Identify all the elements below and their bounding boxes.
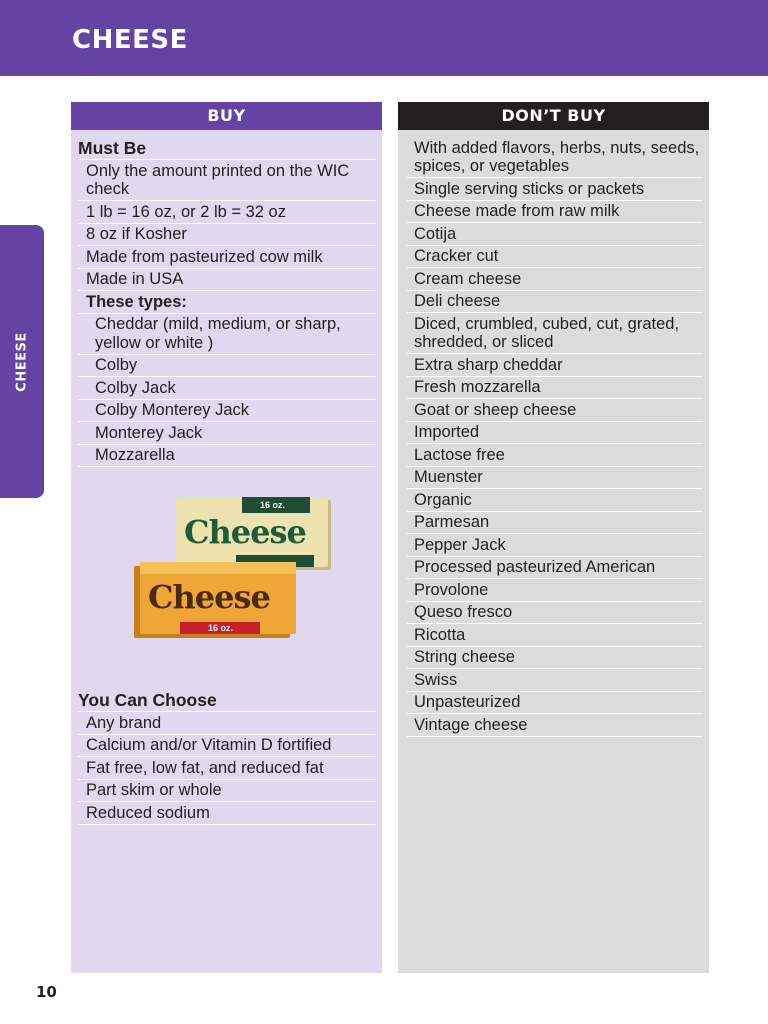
list-item: Calcium and/or Vitamin D fortified [78,735,376,758]
must-be-title: Must Be [78,137,376,160]
list-item: Organic [407,489,703,512]
list-item: Processed pasteurized American [407,557,703,580]
page-title: CHEESE [72,25,188,55]
list-item: String cheese [407,647,703,670]
box-brand-word: Cheese [184,513,306,551]
list-item: Colby [78,355,376,378]
list-item: Part skim or whole [78,780,376,803]
list-item: Fat free, low fat, and reduced fat [78,757,376,780]
list-item: 8 oz if Kosher [78,224,376,247]
list-item: Only the amount printed on the WIC check [78,160,376,201]
list-item: With added flavors, herbs, nuts, seeds, spices, or vegetables [407,137,703,178]
list-item: Vintage cheese [407,714,703,737]
box-brand-word: Cheese [148,578,270,616]
list-item: Deli cheese [407,291,703,314]
list-item: Goat or sheep cheese [407,399,703,422]
you-can-choose-list [78,712,376,825]
list-item: Monterey Jack [78,422,376,445]
list-item: Mozzarella [78,445,376,468]
cheese-box-front [140,562,296,634]
types-title: These types: [78,291,376,314]
list-item: Made from pasteurized cow milk [78,246,376,269]
list-item: Imported [407,422,703,445]
list-item: Cheese made from raw milk [407,201,703,224]
list-item: Muenster [407,467,703,490]
side-tab-label: CHEESE [14,331,30,392]
list-item: Swiss [407,669,703,692]
you-can-choose-section [78,689,376,712]
list-item: Single serving sticks or packets [407,178,703,201]
dont-buy-column [398,102,709,973]
list-item: Any brand [78,712,376,735]
list-item: Diced, crumbled, cubed, cut, grated, shredded, or sliced [407,313,703,354]
list-item: Ricotta [407,624,703,647]
list-item: Provolone [407,579,703,602]
header-band [0,0,768,76]
list-item: Cream cheese [407,268,703,291]
list-item: Colby Monterey Jack [78,400,376,423]
you-can-choose-title: You Can Choose [78,689,376,712]
buy-column [71,102,382,973]
list-item: Cracker cut [407,246,703,269]
dont-buy-heading: DON’T BUY [398,102,709,130]
list-item: Lactose free [407,444,703,467]
list-item: Parmesan [407,512,703,535]
cheese-box-back [176,497,328,567]
page-number: 10 [36,983,57,1001]
list-item: Fresh mozzarella [407,377,703,400]
must-be-list [78,160,376,467]
buy-heading: BUY [71,102,382,130]
dont-buy-list [407,137,703,737]
list-item: Made in USA [78,269,376,292]
list-item: Cotija [407,223,703,246]
cheese-product-image [78,467,376,689]
box-size-label: 16 oz. [208,623,234,633]
must-be-section [78,130,376,160]
list-item: Colby Jack [78,377,376,400]
side-tab[interactable] [0,225,44,498]
list-item: 1 lb = 16 oz, or 2 lb = 32 oz [78,201,376,224]
list-item: Unpasteurized [407,692,703,715]
list-item: Queso fresco [407,602,703,625]
box-size-label: 16 oz. [260,500,286,510]
list-item: Pepper Jack [407,534,703,557]
list-item: Cheddar (mild, medium, or sharp, yellow or white ) [78,314,376,355]
list-item: Extra sharp cheddar [407,354,703,377]
list-item: Reduced sodium [78,802,376,825]
